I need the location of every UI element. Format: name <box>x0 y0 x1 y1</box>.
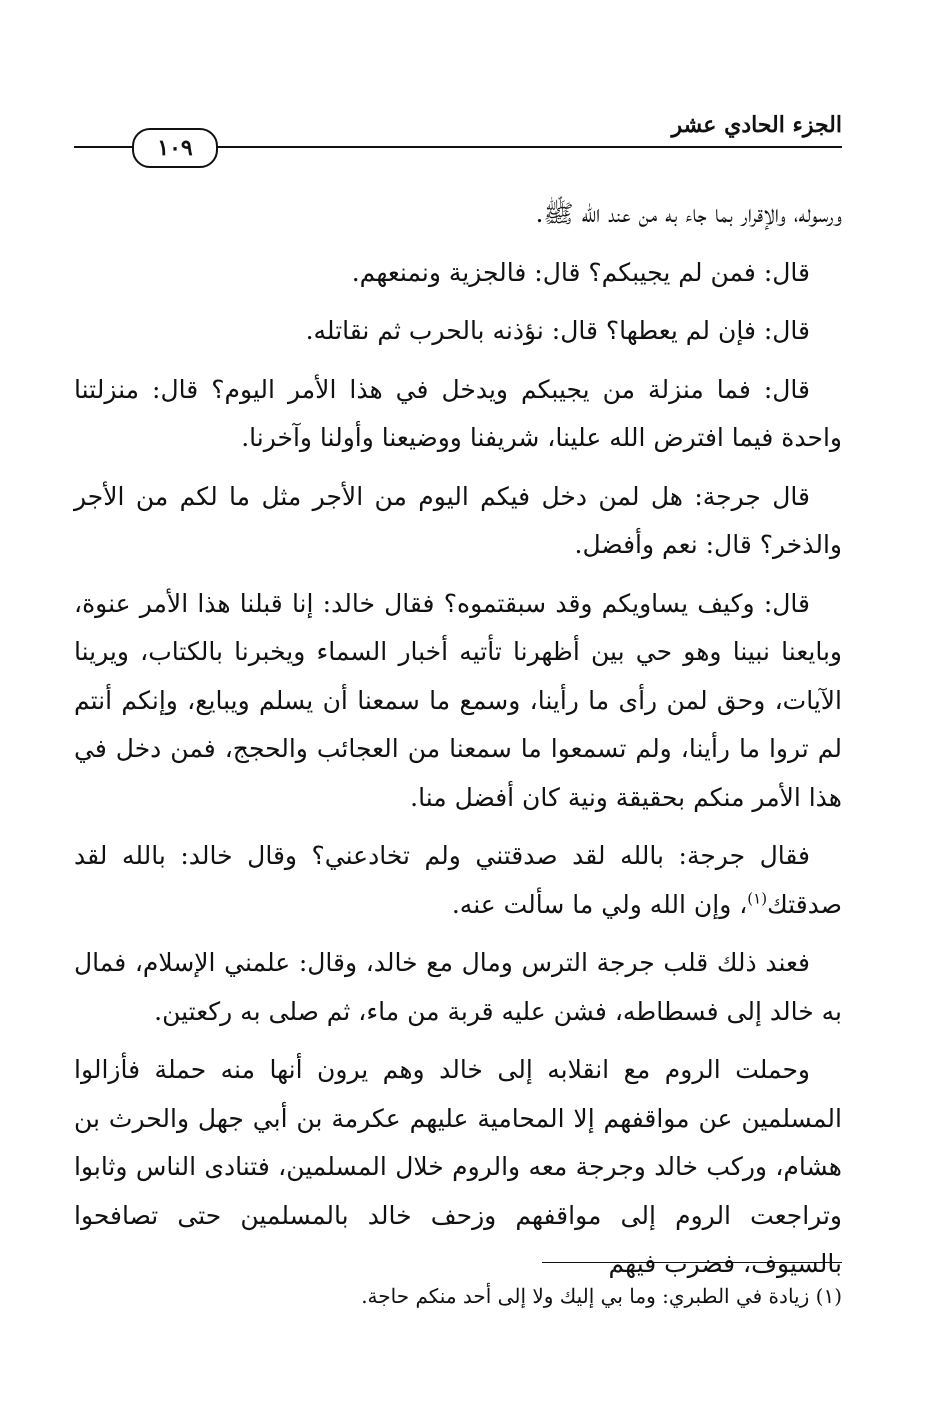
footnote-reference: (١) <box>747 889 768 908</box>
page-header <box>74 100 842 180</box>
paragraph: وحملت الروم مع انقلابه إلى خالد وهم يرون أنها منه حملة فأزالوا المسلمين عن مواقفهم إلا المحامية عليهم عكرمة بن أبي جهل والحرث بن هشام، وركب خالد وجرجة معه والروم خلال المسلمين، فتنادى الناس وثابوا وتراجعت الروم إلى مواقفهم وزحف خالد بالمسلمين حتى تصافحوا بالسيوف، فضرب فيهم <box>74 1055 842 1278</box>
running-title: الجزء الحادي عشر <box>671 112 842 138</box>
main-text <box>74 190 842 1299</box>
paragraph-text: فقال جرجة: بالله لقد صدقتني ولم تخادعني؟ وقال خالد: بالله لقد صدقتك <box>74 841 842 919</box>
paragraph: ورسوله، والإقرار بما جاء به من عند الله ﷺ. <box>535 199 842 228</box>
paragraph: قال: فمن لم يجيبكم؟ قال: فالجزية ونمنعهم. <box>351 257 810 287</box>
paragraph: قال: فإن لم يعطها؟ قال: نؤذنه بالحرب ثم نقاتله. <box>305 316 810 345</box>
paragraph: قال: وكيف يساويكم وقد سبقتموه؟ فقال خالد: إنا قبلنا هذا الأمر عنوة، وبايعنا نبينا وهو حي بين أظهرنا تأتيه أخبار السماء ويخبرنا بالكتاب، ويرينا الآيات، وحق لمن رأى ما رأينا، وسمع ما سمعنا أن يسلم ويبايع، وإنكم أنتم لم تروا ما رأينا، ولم تسمعوا ما سمعنا من العجائب والحجج، فمن دخل في هذا الأمر منكم بحقيقة ونية كان أفضل منا. <box>74 588 842 812</box>
footnote-separator <box>542 1262 842 1263</box>
paragraph-with-footnote <box>74 832 842 929</box>
footnote: (١) زيادة في الطبري: وما بي إليك ولا إلى أحد منكم حاجة. <box>361 1284 842 1308</box>
page-number-badge: ١٠٩ <box>132 128 218 168</box>
paragraph: فعند ذلك قلب جرجة الترس ومال مع خالد، وقال: علمني الإسلام، فمال به خالد إلى فسطاطه، فشن عليه قربة من ماء، ثم صلى به ركعتين. <box>74 948 842 1026</box>
paragraph-text: ، وإن الله ولي ما سألت عنه. <box>451 889 748 919</box>
paragraph: قال جرجة: هل لمن دخل فيكم اليوم من الأجر مثل ما لكم من الأجر والذخر؟ قال: نعم وأفضل. <box>74 481 842 559</box>
paragraph: قال: فما منزلة من يجيبكم ويدخل في هذا الأمر اليوم؟ قال: منزلتنا واحدة فيما افترض الله علينا، شريفنا ووضيعنا وأولنا وآخرنا. <box>74 374 842 452</box>
